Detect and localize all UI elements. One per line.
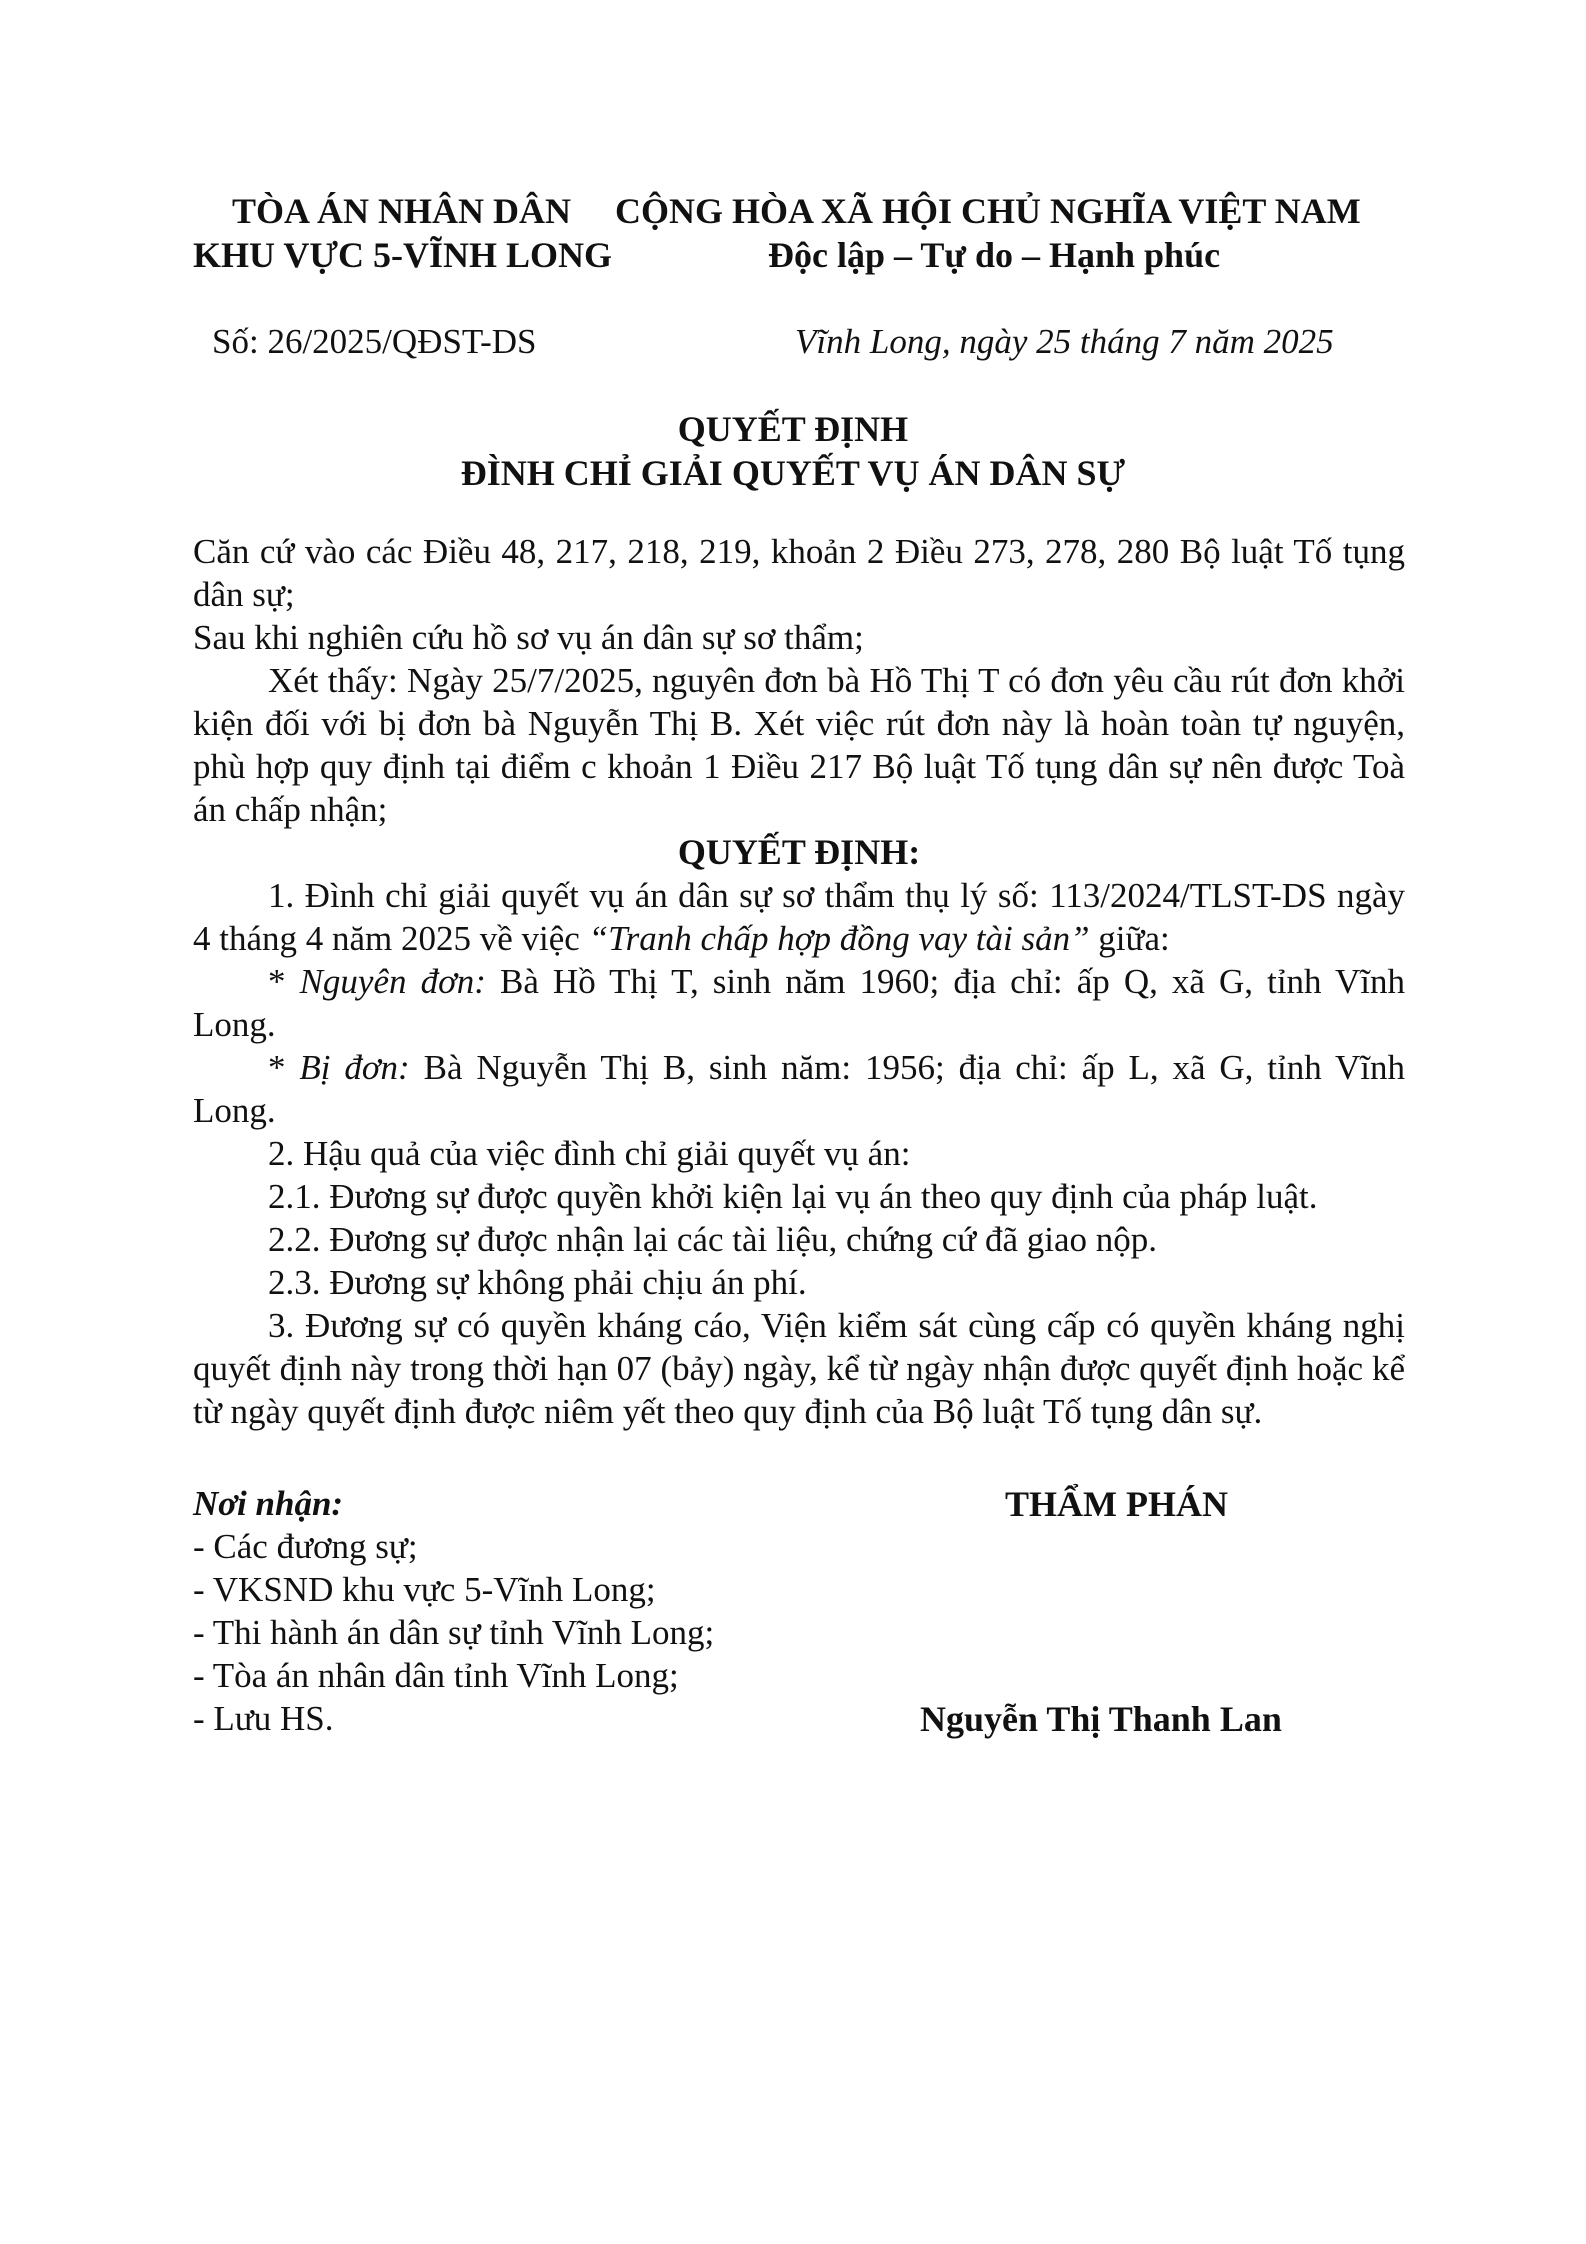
defendant-label: Bị đơn:: [299, 1048, 410, 1087]
plaintiff-info: [193, 960, 1405, 1046]
recipient-item: - Tòa án nhân dân tỉnh Vĩnh Long;: [193, 1656, 679, 1695]
review-statement: Sau khi nghiên cứu hồ sơ vụ án dân sự sơ thẩm;: [193, 618, 864, 657]
judge-title: THẨM PHÁN: [1005, 1484, 1228, 1524]
decision-body: [193, 530, 1405, 1433]
plaintiff-text: Bà Hồ Thị T, sinh năm 1960; địa chỉ: ấp Q, xã G, tỉnh Vĩnh Long.: [193, 962, 1406, 1044]
decision-item-2-2: 2.2. Đương sự được nhận lại các tài liệu, chứng cứ đã giao nộp.: [268, 1220, 1157, 1259]
decision-item-3: 3. Đương sự có quyền kháng cáo, Viện kiểm sát cùng cấp có quyền kháng nghị quyết định này trong thời hạn 07 (bảy) ngày, kể từ ngày nhận được quyết định hoặc kể từ ngày quyết định được niêm yết theo quy định của Bộ luật Tố tụng dân sự.: [193, 1306, 1405, 1431]
decision-subtitle: ĐÌNH CHỈ GIẢI QUYẾT VỤ ÁN DÂN SỰ: [460, 453, 1126, 493]
recipient-item: - Lưu HS.: [193, 1699, 334, 1738]
judge-name: Nguyễn Thị Thanh Lan: [920, 1699, 1282, 1739]
decision-title: QUYẾT ĐỊNH: [677, 409, 909, 449]
plaintiff-star: *: [268, 962, 300, 1001]
defendant-text: Bà Nguyễn Thị B, sinh năm: 1956; địa chỉ: ấp L, xã G, tỉnh Vĩnh Long.: [193, 1048, 1406, 1130]
recipients-list: [193, 1482, 714, 1740]
court-name-line2: KHU VỰC 5-VĨNH LONG: [193, 235, 613, 275]
case-subject: “Tranh chấp hợp đồng vay tài sản”: [588, 919, 1090, 958]
recipients-heading: Nơi nhận:: [193, 1484, 344, 1523]
decision-item-2-1: 2.1. Đương sự được quyền khởi kiện lại vụ án theo quy định của pháp luật.: [268, 1177, 1318, 1216]
decision-item-2: 2. Hậu quả của việc đình chỉ giải quyết vụ án:: [268, 1134, 911, 1173]
plaintiff-label: Nguyên đơn:: [299, 962, 486, 1001]
item1-suffix: giữa:: [1089, 919, 1170, 958]
legal-basis: Căn cứ vào các Điều 48, 217, 218, 219, khoản 2 Điều 273, 278, 280 Bộ luật Tố tụng dân sự;: [193, 532, 1405, 614]
place-date: Vĩnh Long, ngày 25 tháng 7 năm 2025: [795, 322, 1334, 361]
court-name-line1: TÒA ÁN NHÂN DÂN: [232, 191, 572, 231]
decision-item-1: [193, 874, 1405, 960]
decision-item-2-3: 2.3. Đương sự không phải chịu án phí.: [268, 1263, 807, 1302]
item1-prefix: 1. Đình chỉ giải quyết vụ án dân sự sơ thẩm thụ lý số: 113/2024/TLST-DS ngày 4 tháng 4 năm 2025 về việc: [193, 876, 1405, 958]
defendant-star: *: [268, 1048, 300, 1087]
decision-heading: QUYẾT ĐỊNH:: [677, 832, 921, 872]
recipient-item: - Các đương sự;: [193, 1527, 418, 1566]
recipient-item: - VKSND khu vực 5-Vĩnh Long;: [193, 1570, 656, 1609]
national-title: CỘNG HÒA XÃ HỘI CHỦ NGHĨA VIỆT NAM: [615, 191, 1361, 231]
recipient-item: - Thi hành án dân sự tỉnh Vĩnh Long;: [193, 1613, 715, 1652]
defendant-info: [193, 1046, 1405, 1132]
national-motto: Độc lập – Tự do – Hạnh phúc: [768, 235, 1221, 275]
decision-number: Số: 26/2025/QĐST-DS: [212, 322, 537, 361]
considering-paragraph: Xét thấy: Ngày 25/7/2025, nguyên đơn bà Hồ Thị T có đơn yêu cầu rút đơn khởi kiện đối với bị đơn bà Nguyễn Thị B. Xét việc rút đơn này là hoàn toàn tự nguyện, phù hợp quy định tại điểm c khoản 1 Điều 217 Bộ luật Tố tụng dân sự nên được Toà án chấp nhận;: [193, 661, 1405, 829]
